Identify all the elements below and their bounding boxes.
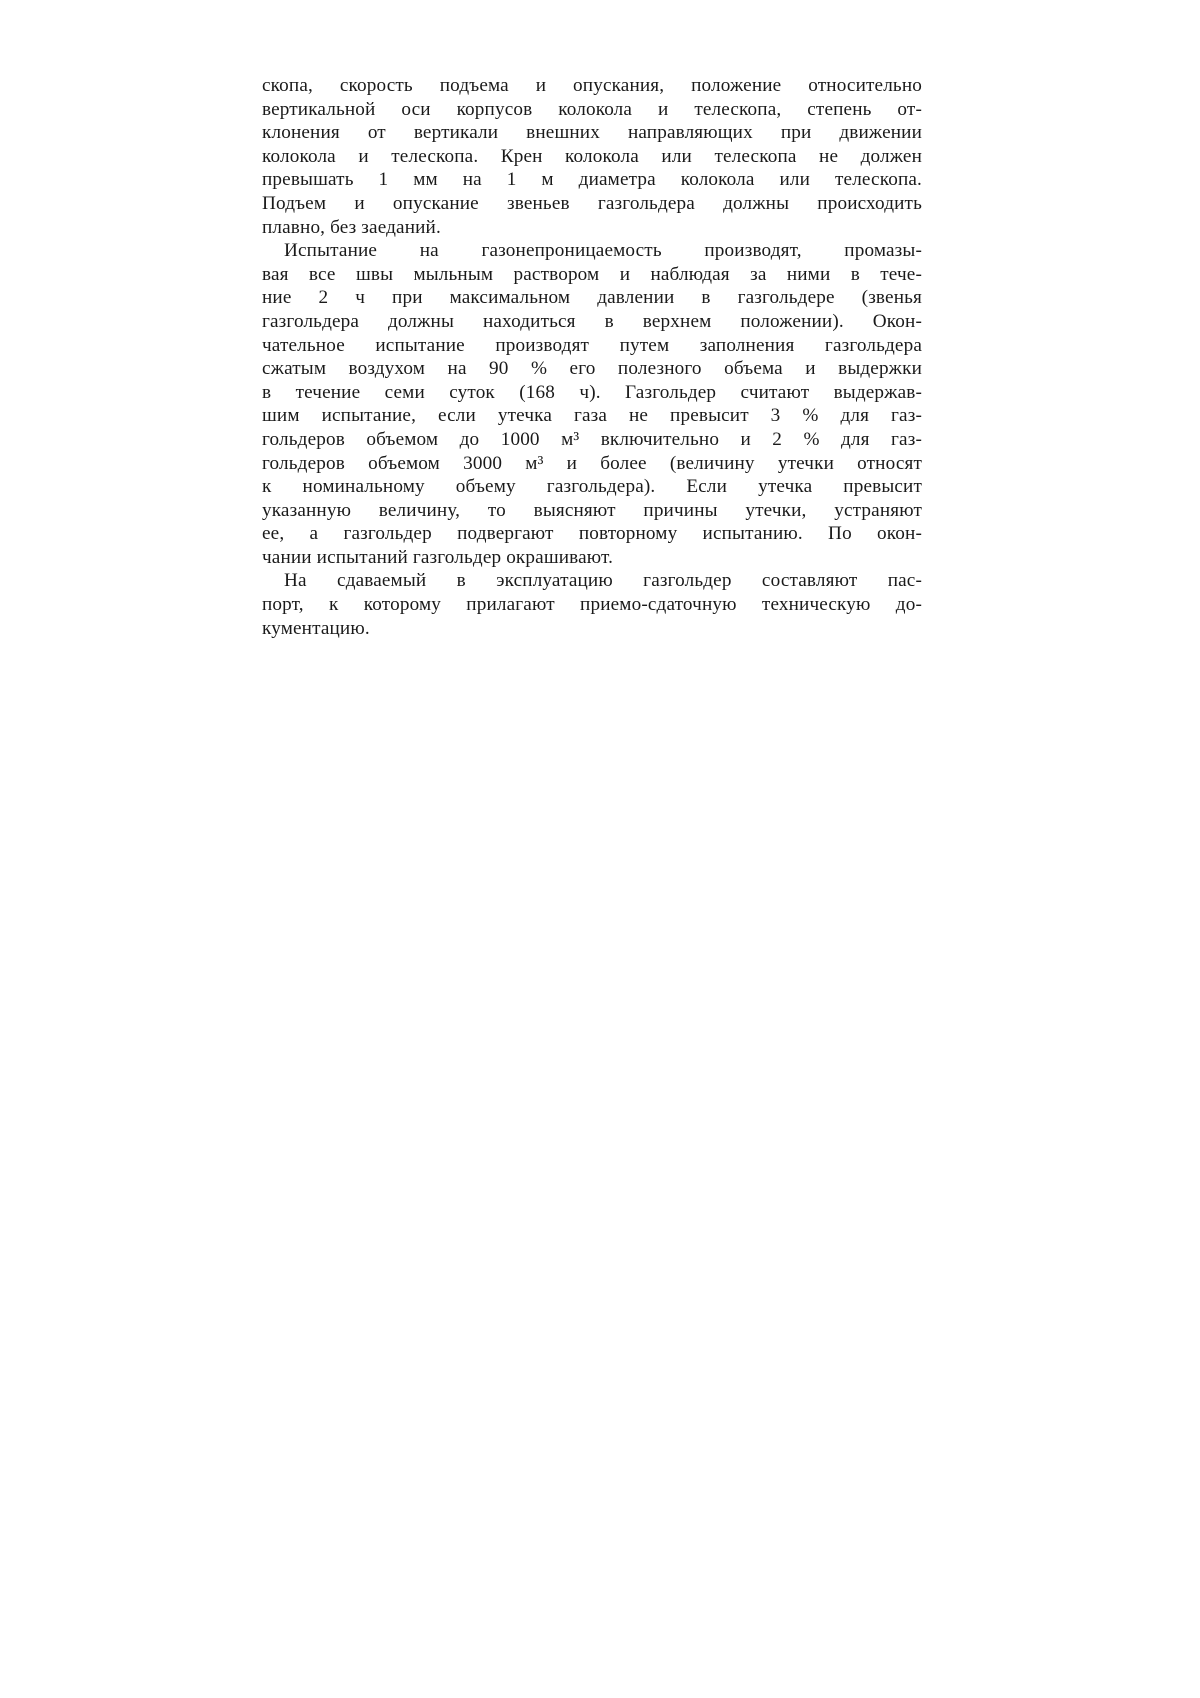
text-line: превышать 1 мм на 1 м диаметра колокола или телескопа. <box>262 169 922 191</box>
text-line: в течение семи суток (168 ч). Газгольдер считают выдержав- <box>262 381 922 403</box>
text-line: ее, а газгольдер подвергают повторному испытанию. По окон- <box>262 523 922 545</box>
text-line: ние 2 ч при максимальном давлении в газгольдере (звенья <box>262 287 922 309</box>
paragraph-3 <box>262 569 922 640</box>
text-line: кументацию. <box>262 617 370 639</box>
text-line: гольдеров объемом 3000 м³ и более (величину утечки относят <box>262 452 922 474</box>
text-line: Испытание на газонепроницаемость производят, промазы- <box>284 240 922 262</box>
document-body <box>262 74 922 640</box>
text-line: чательное испытание производят путем заполнения газгольдера <box>262 334 922 356</box>
text-line: к номинальному объему газгольдера). Если утечка превысит <box>262 476 922 498</box>
text-line: плавно, без заеданий. <box>262 216 441 238</box>
text-line: порт, к которому прилагают приемо-сдаточную техническую до- <box>262 594 922 616</box>
paragraph-2 <box>262 239 922 569</box>
text-line: вертикальной оси корпусов колокола и телескопа, степень от- <box>262 98 922 120</box>
paragraph-1 <box>262 74 922 239</box>
text-line: На сдаваемый в эксплуатацию газгольдер составляют пас- <box>284 570 922 592</box>
text-line: гольдеров объемом до 1000 м³ включительно и 2 % для газ- <box>262 428 922 450</box>
text-line: газгольдера должны находиться в верхнем положении). Окон- <box>262 310 922 332</box>
text-line: колокола и телескопа. Крен колокола или телескопа не должен <box>262 145 922 167</box>
text-line: Подъем и опускание звеньев газгольдера должны происходить <box>262 192 922 214</box>
text-line: вая все швы мыльным раствором и наблюдая за ними в тече- <box>262 263 922 285</box>
text-line: сжатым воздухом на 90 % его полезного объема и выдержки <box>262 358 922 380</box>
text-line: шим испытание, если утечка газа не превысит 3 % для газ- <box>262 405 922 427</box>
text-line: клонения от вертикали внешних направляющих при движении <box>262 122 922 144</box>
text-line: чании испытаний газгольдер окрашивают. <box>262 546 614 568</box>
text-line: скопа, скорость подъема и опускания, положение относительно <box>262 75 922 96</box>
text-line: указанную величину, то выясняют причины утечки, устраняют <box>262 499 922 521</box>
